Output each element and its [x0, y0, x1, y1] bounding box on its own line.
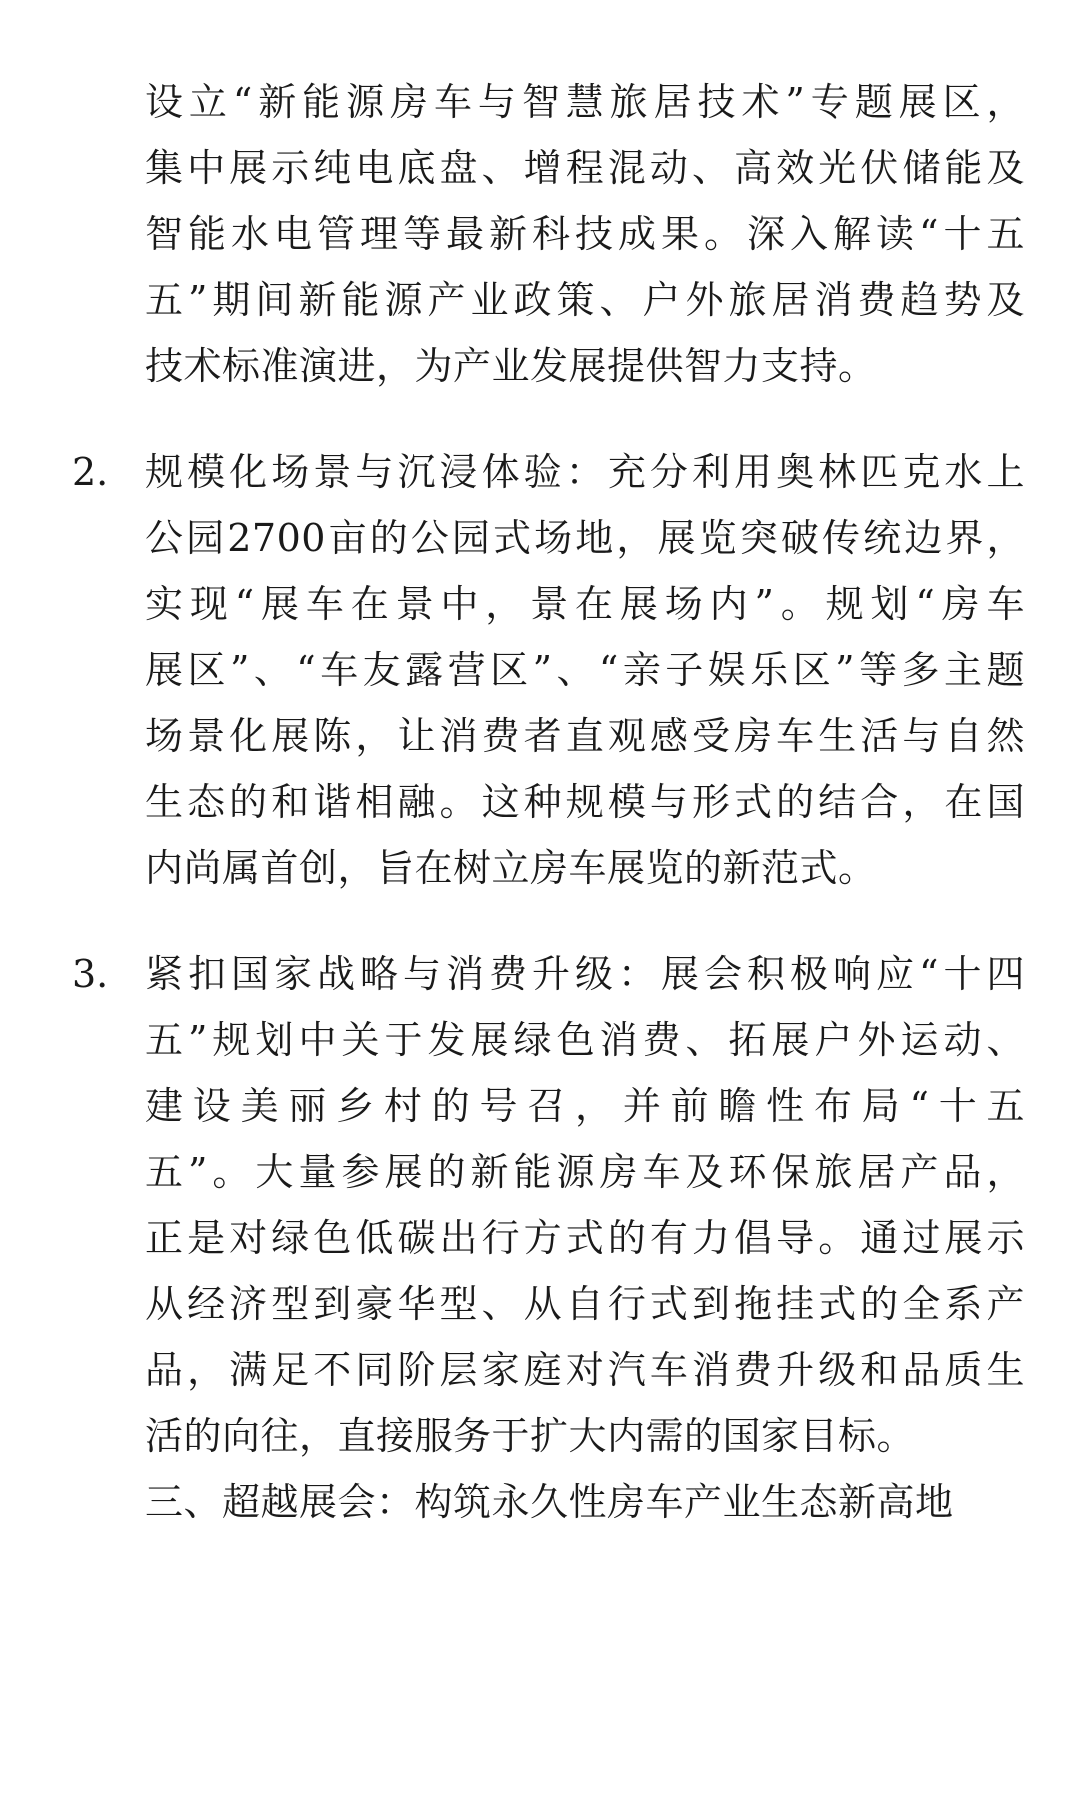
list-item-line: 实现“展车在景中，景在展场内”。规划“房车 — [145, 582, 1025, 626]
list-item-line: 场景化展陈，让消费者直观感受房车生活与自然 — [145, 714, 1025, 758]
list-item-line: 内尚属首创，旨在树立房车展览的新范式。 — [145, 846, 877, 890]
list-item-line: 紧扣国家战略与消费升级：展会积极响应“十四 — [145, 952, 1025, 996]
section-heading: 三、超越展会：构筑永久性房车产业生态新高地 — [145, 1480, 954, 1524]
paragraph-line: 设立“新能源房车与智慧旅居技术”专题展区， — [145, 80, 1025, 124]
list-item-line: 五”。大量参展的新能源房车及环保旅居产品， — [145, 1150, 1025, 1194]
list-item-line: 规模化场景与沉浸体验：充分利用奥林匹克水上 — [145, 450, 1025, 494]
list-item-line: 活的向往，直接服务于扩大内需的国家目标。 — [145, 1414, 916, 1458]
paragraph-line: 智能水电管理等最新科技成果。深入解读“十五 — [145, 212, 1025, 256]
list-item-line: 品，满足不同阶层家庭对汽车消费升级和品质生 — [145, 1348, 1025, 1392]
list-number: 2. — [72, 450, 109, 494]
list-item-line: 生态的和谐相融。这种规模与形式的结合，在国 — [145, 780, 1025, 824]
list-item-line: 从经济型到豪华型、从自行式到拖挂式的全系产 — [145, 1282, 1025, 1326]
paragraph-line: 五”期间新能源产业政策、户外旅居消费趋势及 — [145, 278, 1025, 322]
list-item-line: 公园2700亩的公园式场地，展览突破传统边界， — [145, 516, 1025, 560]
list-item-line: 正是对绿色低碳出行方式的有力倡导。通过展示 — [145, 1216, 1025, 1260]
list-item-line: 建设美丽乡村的号召，并前瞻性布局“十五 — [145, 1084, 1025, 1128]
list-number: 3. — [72, 952, 109, 996]
paragraph-line: 技术标准演进，为产业发展提供智力支持。 — [145, 344, 877, 388]
paragraph-line: 集中展示纯电底盘、增程混动、高效光伏储能及 — [145, 146, 1025, 190]
list-item-line: 五”规划中关于发展绿色消费、拓展户外运动、 — [145, 1018, 1025, 1062]
list-item-line: 展区”、“车友露营区”、“亲子娱乐区”等多主题 — [145, 648, 1025, 692]
